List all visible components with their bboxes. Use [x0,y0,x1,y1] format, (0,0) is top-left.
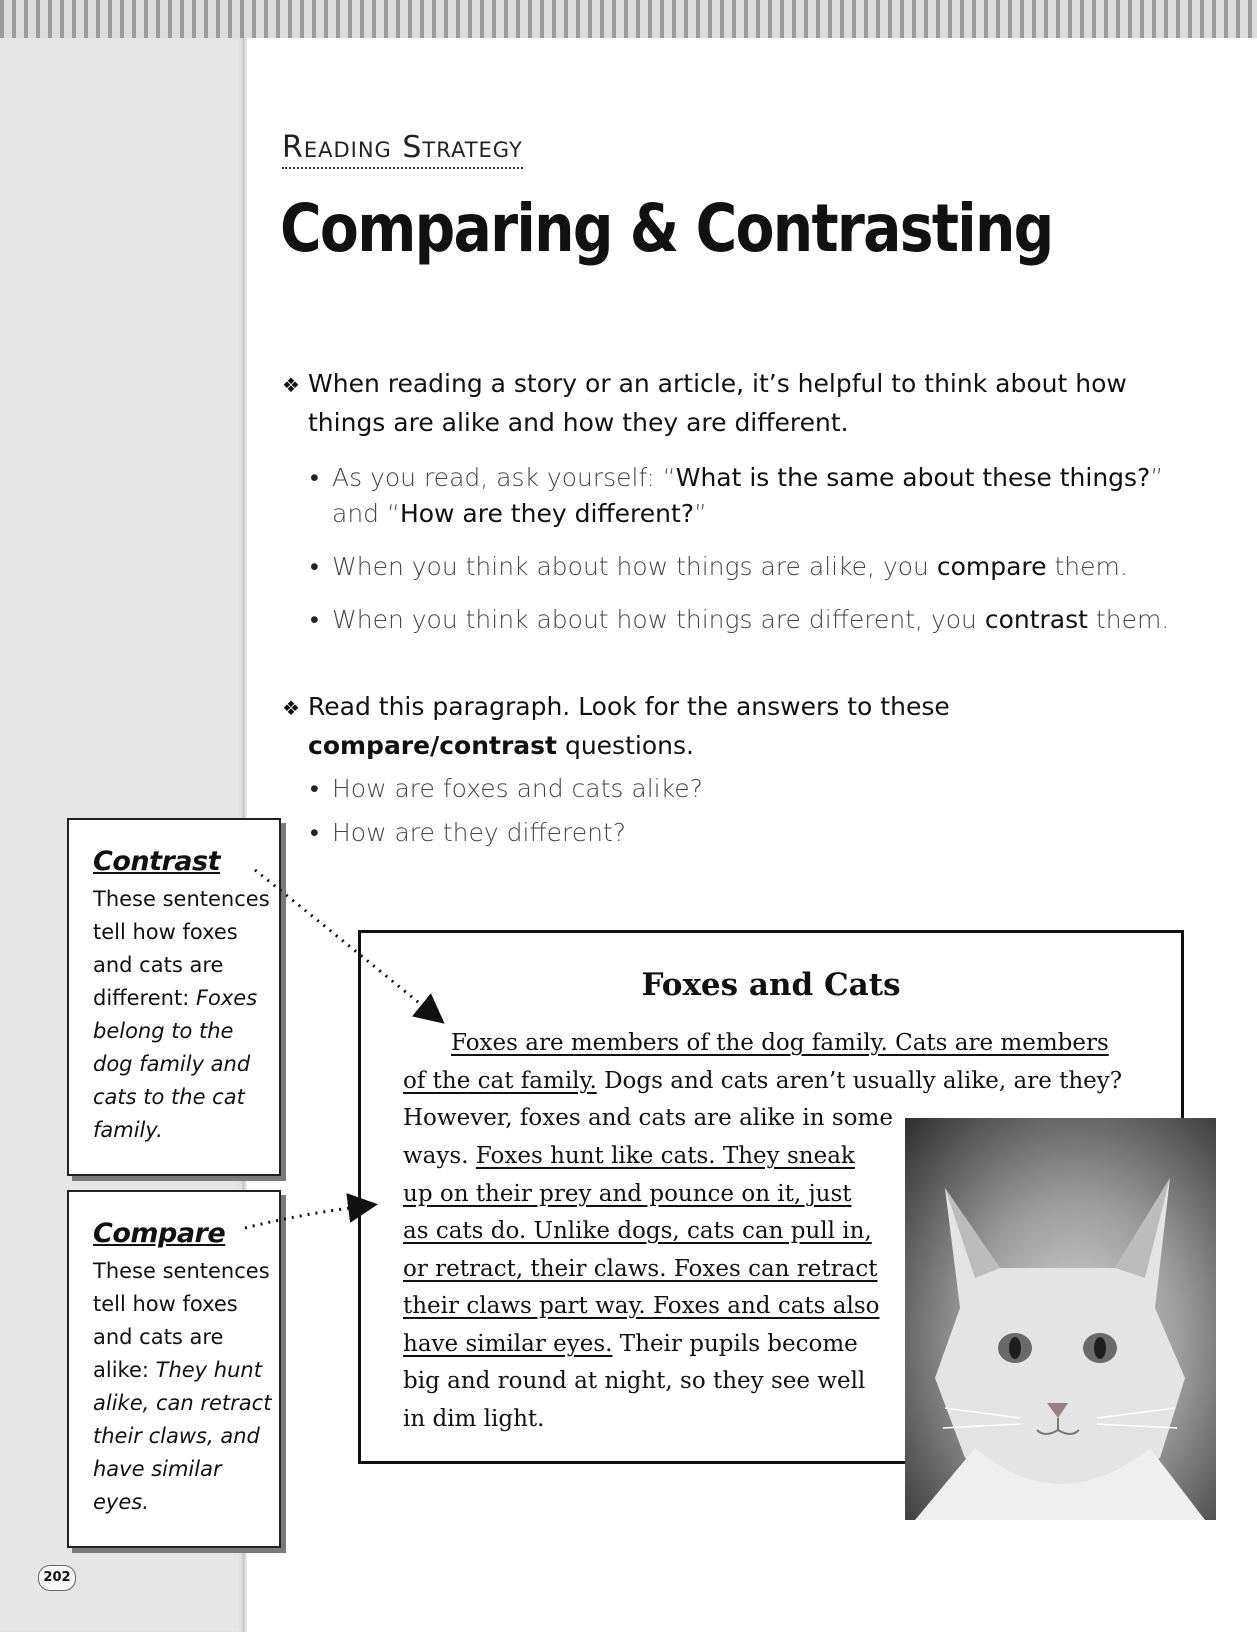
section-eyebrow: Reading Strategy [282,130,523,169]
story-text: ways. [403,1143,476,1169]
bullet-text: them. [1087,605,1170,634]
bullet-keyword: contrast [984,605,1088,634]
diamond-bullet-icon: ❖ [282,373,300,397]
instruction-keyword: compare/contrast [308,731,557,760]
underlined-sentence: Foxes are members of the dog family. Cats are members [451,1030,1109,1056]
bullet-text: When you think about how things are alike, you [332,552,937,581]
underlined-sentence: or retract, their claws. Foxes can retract [403,1256,878,1282]
diamond-bullet-icon: ❖ [282,696,300,720]
contrast-example: Foxes belong to the dog family and cats to the cat family. [93,986,258,1142]
underlined-sentence: their claws part way. Foxes and cats also [403,1293,880,1319]
contrast-text: These sentences tell how foxes and cats are different: [93,887,270,1010]
contrast-heading: Contrast [93,846,221,877]
story-line: in dim light. [403,1406,545,1432]
contrast-arrow [255,870,440,1020]
underlined-sentence: have similar eyes. [403,1331,613,1357]
bullet-question-1: What is the same about these things? [675,463,1151,492]
story-line: However, foxes and cats are alike in some [403,1105,893,1131]
intro-paragraph-text: When reading a story or an article, it’s helpful to think about how things are alike and how they are different. [308,369,1127,437]
underlined-sentence: up on their prey and pounce on it, just [403,1181,852,1207]
underlined-sentence: as cats do. Unlike dogs, cats can pull in, [403,1218,872,1244]
instruction-text: questions. [557,731,694,760]
story-title: Foxes and Cats [641,967,901,1003]
question-text: How are they different? [332,818,627,847]
bullet-question-2: How are they different? [399,499,695,528]
bullet-text: ” and “ [332,463,1164,528]
compare-example: They hunt alike, can retract their claws, and have similar eyes. [93,1358,272,1514]
compare-text: These sentences tell how foxes and cats are alike: [93,1259,270,1382]
bullet-text: them. [1046,552,1128,581]
story-line: big and round at night, so they see well [403,1368,866,1394]
compare-heading: Compare [93,1218,226,1249]
page-title: Comparing & Contrasting [280,190,1053,267]
compare-arrow [245,1205,372,1228]
bullet-dot-icon: • [310,552,319,581]
bullet-dot-icon: • [310,818,319,847]
bullet-text: As you read, ask yourself: “ [332,463,676,492]
bullet-keyword: compare [936,552,1047,581]
bullet-text: ” [694,499,707,528]
underlined-sentence: Foxes hunt like cats. They sneak [475,1143,855,1169]
bullet-text: When you think about how things are different, you [332,605,985,634]
page-number: 202 [38,1565,76,1591]
question-text: How are foxes and cats alike? [332,774,703,803]
underlined-sentence: of the cat family. [403,1068,597,1094]
bullet-dot-icon: • [310,774,319,803]
bullet-dot-icon: • [310,463,319,492]
story-text: Dogs and cats aren’t usually alike, are they? [596,1068,1123,1094]
instruction-text: Read this paragraph. Look for the answers to these [308,692,950,721]
story-text: Their pupils become [612,1331,858,1357]
bullet-dot-icon: • [310,605,319,634]
